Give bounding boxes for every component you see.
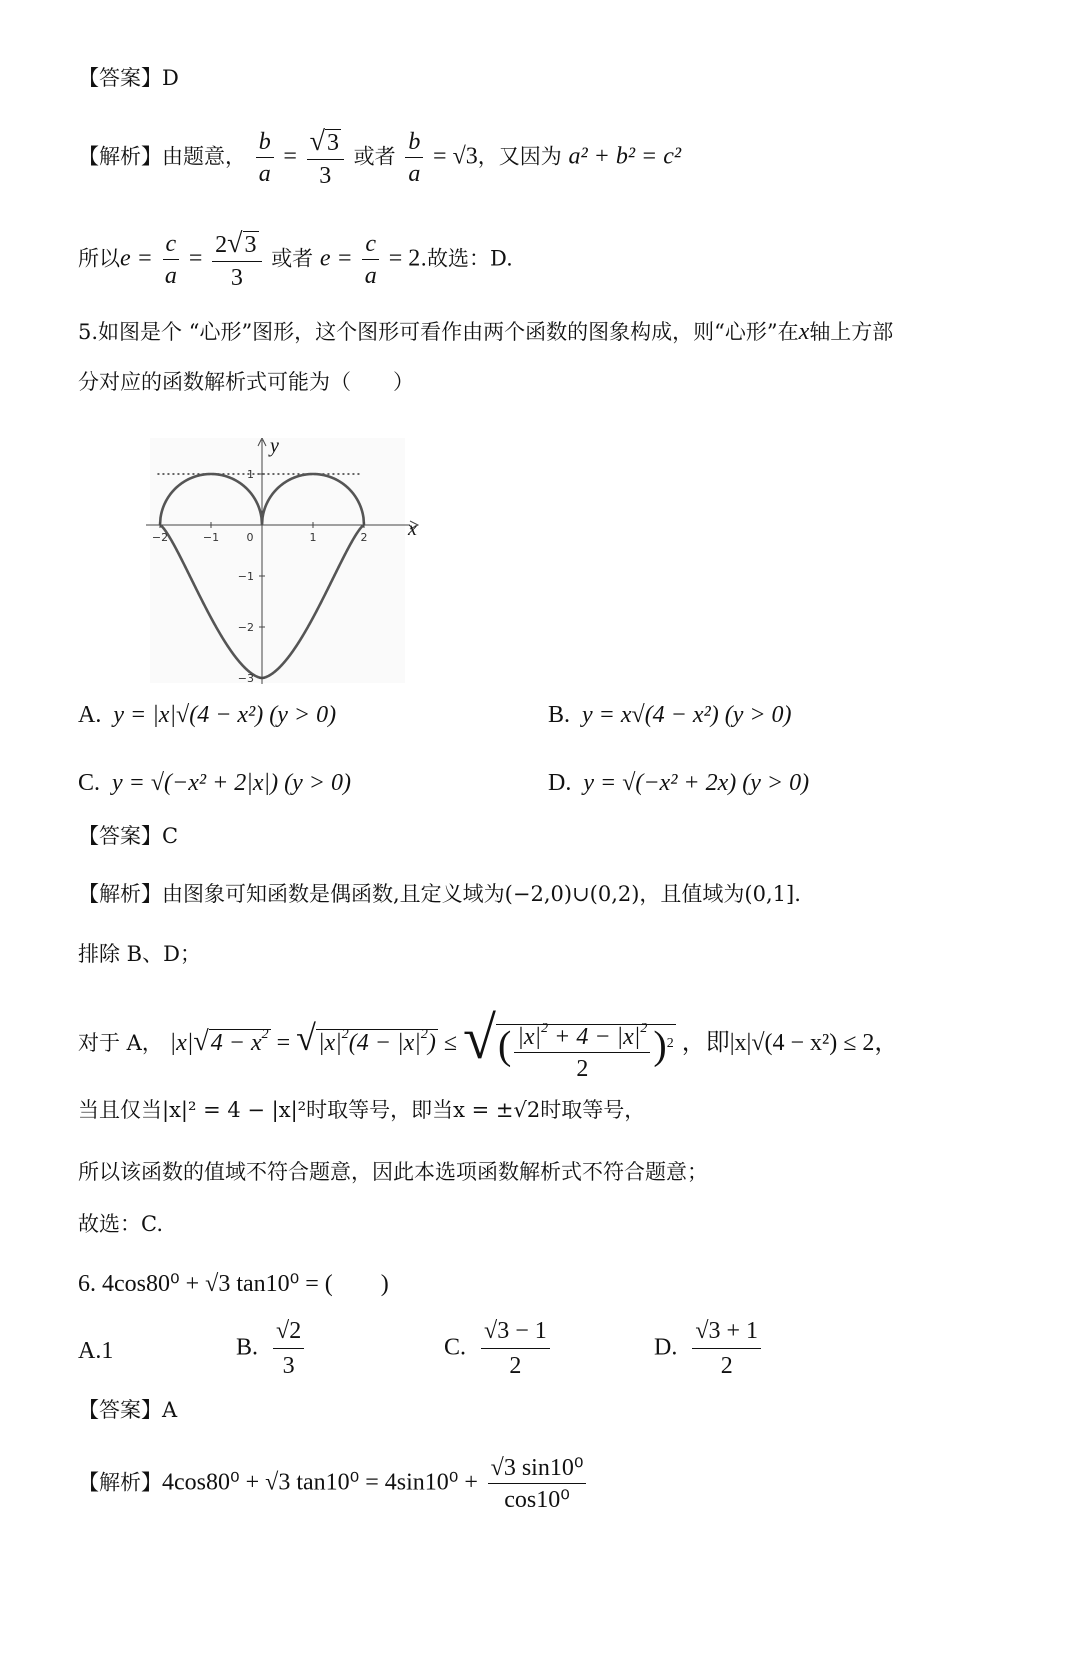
y-tick-label: −2: [237, 621, 254, 634]
stem-var-x: x: [798, 319, 810, 345]
answer-value: D: [162, 66, 179, 90]
frac-b-over-a: $\frac{b}{a}$: [256, 130, 274, 186]
option-num: √3 − 1: [481, 1318, 550, 1349]
option-num: √3 + 1: [692, 1318, 761, 1349]
frac-b-over-a-2: $\frac{b}{a}$: [405, 130, 423, 186]
or-text: 或者: [353, 144, 396, 169]
q4-analysis-line1: 【解析】由题意， $\frac{b}{a}$ = $\frac{√3}{3}$ 或者 $\frac{b}{a}$ = √3，又因为 a² + b² = c²: [78, 126, 682, 189]
q5-analysis-line1: [78, 884, 801, 905]
e-prefix: e =: [120, 245, 153, 272]
option-label: D.: [548, 770, 572, 796]
y-tick-label: −3: [237, 672, 254, 685]
option-label: B.: [236, 1334, 259, 1361]
chosen-text: .故选：D.: [420, 246, 513, 271]
frac-root3-over-3: $\frac{√3}{3}$: [307, 128, 344, 188]
q6-option-a: [78, 1338, 113, 1365]
analysis-den: cos10⁰: [504, 1487, 570, 1513]
q6-option-b: [236, 1318, 307, 1380]
q5-option-c: [78, 770, 351, 797]
q6-option-d: [654, 1318, 764, 1380]
q4-analysis-line2: 所以e = $\frac{c}{a}$ = $\frac{2√3}{3}$ 或者 e = $\frac{c}{a}$ = 2.故选：D.: [78, 228, 513, 291]
q5-conclusion-line: 所以该函数的值域不符合题意，因此本选项函数解析式不符合题意；: [78, 1160, 708, 1184]
pythag-formula: a² + b² = c²: [568, 143, 682, 170]
x-tick-label: −1: [202, 531, 220, 544]
e-eq-2: = 2: [388, 245, 421, 272]
or-text-2: 或者: [271, 246, 314, 271]
q4-answer-line: [78, 68, 179, 89]
answer-label: 【答案】: [78, 824, 162, 848]
q5-answer-line: [78, 826, 178, 847]
option-value: 1: [101, 1338, 114, 1364]
x-tick-label: 1: [309, 531, 317, 544]
option-expr: y = √(−x² + 2x) (y > 0): [583, 770, 810, 796]
q5-option-a: [78, 702, 336, 729]
analysis-num: √3 sin10⁰: [488, 1456, 587, 1484]
option-label: A.: [78, 1338, 102, 1364]
q5-option-d: [548, 770, 809, 797]
so-text: 所以: [78, 246, 120, 271]
q6-stem: 6. 4cos80⁰ + √3 tan10⁰ = ( ): [78, 1271, 389, 1297]
option-label: B.: [548, 702, 571, 728]
option-num: √2: [273, 1318, 304, 1349]
x-tick-label: −2: [151, 531, 169, 544]
q6-analysis-line: [78, 1456, 589, 1512]
q5-option-b: [548, 702, 792, 729]
option-expr: y = √(−x² + 2|x|) (y > 0): [112, 770, 351, 796]
y-tick-label: 1: [247, 468, 254, 481]
frac-2root3-over-3: $\frac{2√3}{3}$: [212, 230, 261, 290]
eq-root3: = √3: [433, 143, 478, 170]
analysis-intro: 由题意，: [162, 144, 246, 169]
q6-option-c: [444, 1318, 553, 1380]
option-den: 2: [509, 1353, 522, 1379]
analysis-text: 由图象可知函数是偶函数,且定义域为(−2,0)∪(0,2)，且值域为(0,1].: [162, 882, 801, 906]
q6-answer-line: [78, 1400, 177, 1421]
option-den: 3: [282, 1353, 295, 1379]
answer-label: 【答案】: [78, 66, 162, 90]
y-tick-label: −1: [237, 570, 254, 583]
option-label: D.: [654, 1334, 678, 1361]
forA-tail: ，即|x|√(4 − x²) ≤ 2，: [681, 1030, 899, 1057]
option-expr: y = |x|√(4 − x²) (y > 0): [113, 702, 337, 728]
answer-value: A: [162, 1398, 178, 1422]
stem-text: 5.如图是个 “心形”图形，这个图形可看作由两个函数的图象构成，则“心形”在: [78, 320, 799, 344]
option-den: 2: [720, 1353, 733, 1379]
analysis-label: 【解析】: [78, 1470, 162, 1495]
frac-c-over-a-2: $\frac{c}{a}$: [362, 232, 379, 288]
x-tick-label: 2: [360, 531, 368, 544]
because-text: ，又因为: [477, 144, 562, 169]
option-label: A.: [78, 702, 102, 728]
answer-value: C: [162, 824, 179, 848]
q5-forA-line: [78, 1005, 899, 1082]
analysis-label: 【解析】: [78, 882, 162, 906]
forA-label: 对于 A，: [78, 1031, 163, 1056]
stem-text-2: 轴上方部: [809, 320, 894, 344]
y-axis-label: y: [270, 438, 279, 457]
option-label: C.: [444, 1334, 467, 1361]
option-label: C.: [78, 770, 101, 796]
x-axis-label: x: [408, 518, 417, 540]
analysis-label: 【解析】: [78, 144, 162, 169]
heart-graph: [140, 438, 430, 688]
option-expr: y = x√(4 − x²) (y > 0): [582, 702, 792, 728]
q5-stem-line1: [78, 320, 893, 344]
q5-exclude-line: 排除 B、D；: [78, 942, 201, 966]
answer-label: 【答案】: [78, 1398, 162, 1422]
forA-inequality: $|x|√4 - x^2 = √|x|^2(4 - |x|^2)$ ≤ √( $\frac{|x|^2 + 4 - |x|^2}{2}$ )$^2$: [169, 1005, 674, 1082]
q5-stem-line2: 分对应的函数解析式可能为（ ）: [78, 370, 414, 394]
analysis-lhs: 4cos80⁰ + √3 tan10⁰ = 4sin10⁰ +: [162, 1469, 478, 1496]
q5-equality-line: 当且仅当|x|² = 4 − |x|²时取等号，即当x = ±√2时取等号，: [78, 1098, 646, 1122]
frac-c-over-a: $\frac{c}{a}$: [163, 232, 180, 288]
q5-chosen-line: 故选：C.: [78, 1212, 163, 1236]
x-tick-label: 0: [246, 531, 254, 544]
